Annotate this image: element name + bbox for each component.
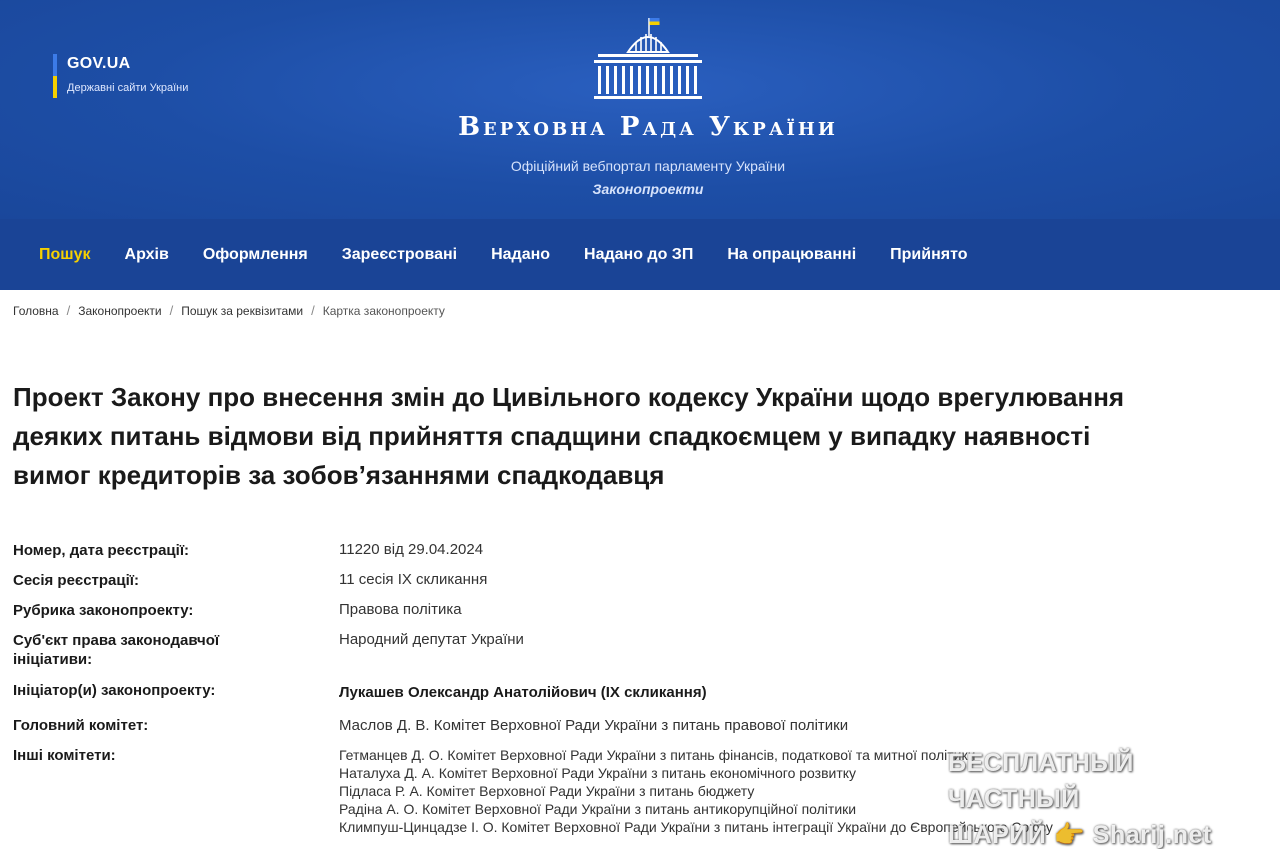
breadcrumb-home[interactable]: Головна [13,303,59,318]
breadcrumb-current: Картка законопроекту [322,303,445,318]
watermark [948,745,1258,849]
detail-label: Інші комітети: [13,747,116,764]
committee-item: Радіна А. О. Комітет Верховної Ради України з питань антикорупційної політики [339,801,857,817]
detail-label [13,631,323,669]
detail-label: Сесія реєстрації: [13,572,139,589]
detail-label: Рубрика законопроекту: [13,602,194,619]
breadcrumb-bills[interactable]: Законопроекти [78,303,162,318]
detail-label-line: Суб'єкт права законодавчої [13,632,220,649]
detail-value: 11220 від 29.04.2024 [339,541,484,558]
breadcrumb-separator: / [169,303,174,318]
watermark-line: БЕСПЛАТНЫЙ ЧАСТНЫЙ [948,749,1134,813]
detail-label: Головний комітет: [13,717,149,734]
nav-item-provided-zp[interactable]: Надано до ЗП [584,245,694,263]
page-title: Проект Закону про внесення змін до Цивільного кодексу України щодо врегулювання деяких питань відмови від прийняття спадщини спадкоємцем у випадку наявності вимог кредиторів за зобов’язаннями спадкодавця [13,382,1125,490]
parliament-building-icon[interactable] [592,16,704,102]
nav-item-provided[interactable]: Надано [491,245,551,263]
breadcrumb-separator: / [311,303,315,318]
detail-label: Ініціатор(и) законопроекту: [13,682,216,699]
committee-item: Підласа Р. А. Комітет Верховної Ради України з питань бюджету [339,783,755,799]
detail-value: Маслов Д. В. Комітет Верховної Ради України з питань правової політики [339,717,849,734]
detail-value: 11 сесія IX скликання [339,571,488,588]
govua-subtitle: Державні сайти України [67,82,189,94]
govua-title: GOV.UA [67,55,131,72]
govua-flag-yellow [53,76,57,98]
breadcrumb-search[interactable]: Пошук за реквізитами [181,303,304,318]
govua-flag-blue [53,54,57,76]
nav-item-in-progress[interactable]: На опрацюванні [727,245,857,263]
committee-item: Гетманцев Д. О. Комітет Верховної Ради України з питань фінансів, податкової та митної політики [339,747,976,763]
watermark-line: ШАРИЙ 👉 Sharij.net [948,821,1212,849]
detail-value: Правова політика [339,601,462,618]
nav-item-formatting[interactable]: Оформлення [202,245,308,263]
nav-item-adopted[interactable]: Прийнято [890,245,968,263]
portal-subtitle: Офіційний вебпортал парламенту України [510,158,786,174]
detail-label-line: ініціативи: [13,651,93,668]
committee-item: Наталуха Д. А. Комітет Верховної Ради України з питань економічного розвитку [339,765,857,781]
site-header [0,0,1280,219]
nav-item-search[interactable]: Пошук [39,245,91,263]
govua-link[interactable] [53,54,188,98]
breadcrumb-separator: / [66,303,71,318]
portal-section[interactable]: Законопроекти [592,181,704,197]
initiator-link[interactable]: Лукашев Олександр Анатолійович (IX скликання) [339,684,707,701]
main-nav [0,219,1280,290]
nav-item-registered[interactable]: Зареєстровані [341,245,458,263]
portal-title[interactable]: Верховна Рада України [458,112,838,142]
nav-item-archive[interactable]: Архів [124,245,169,263]
detail-value: Народний депутат України [339,631,524,648]
breadcrumb [13,303,445,318]
committee-item: Климпуш-Цинцадзе І. О. Комітет Верховної Ради України з питань інтеграції України до Європейського Союзу [339,819,1053,835]
detail-label: Номер, дата реєстрації: [13,542,190,559]
